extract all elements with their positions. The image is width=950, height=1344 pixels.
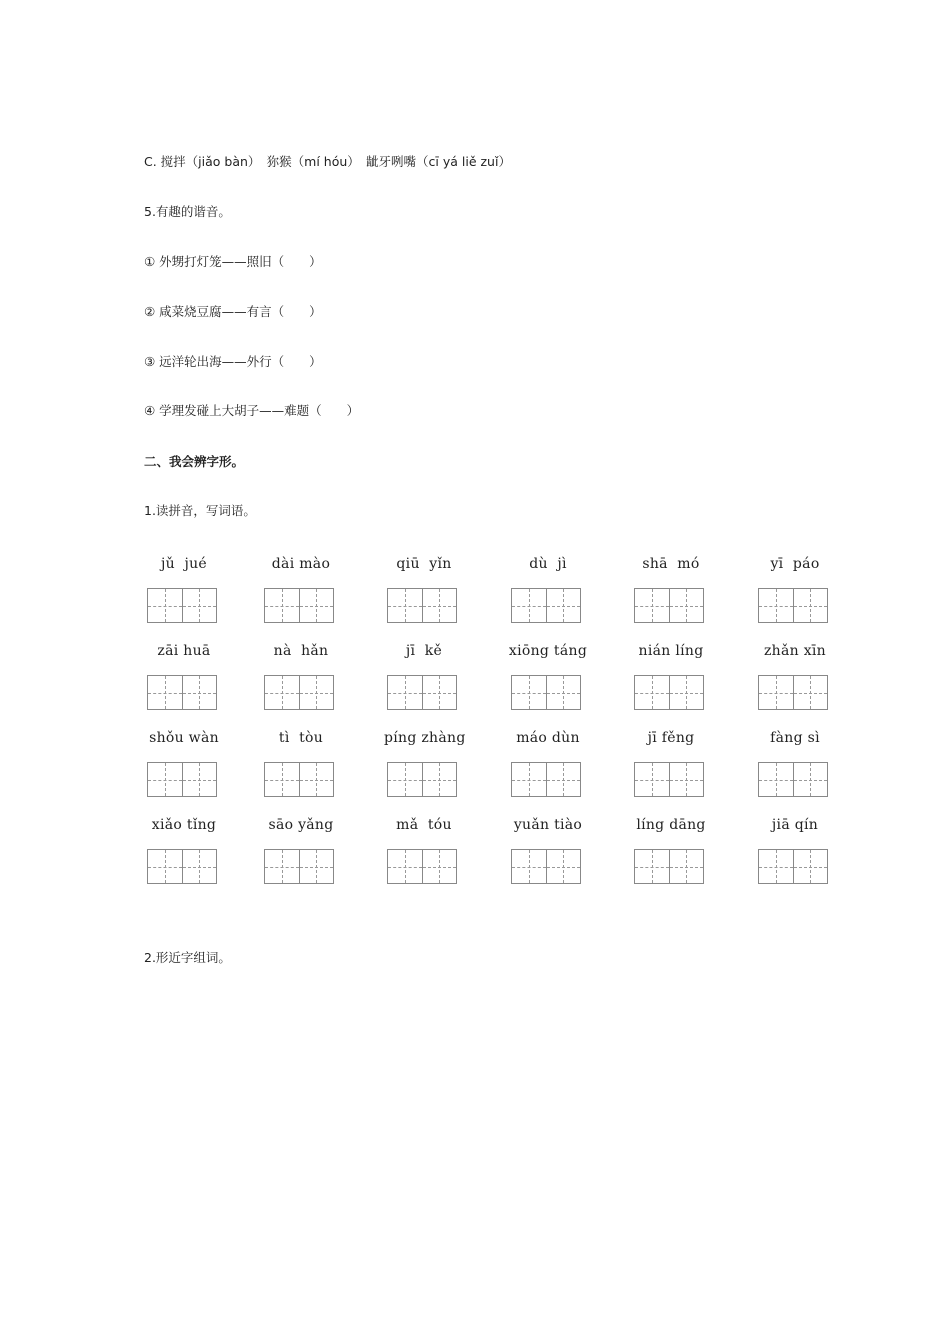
word-cell [144,817,244,897]
writing-boxes[interactable] [511,675,581,710]
character-box[interactable] [759,850,793,883]
riddle-item-1: ① 外甥打灯笼——照旧（ ） [144,254,322,269]
word-cell [384,556,484,636]
pinyin-label: zāi huā [157,643,211,659]
word-cell [261,643,361,723]
character-box[interactable] [182,676,217,709]
pinyin-label: máo dùn [516,730,580,746]
pinyin-label: jī kě [405,643,443,659]
pinyin-label: jiā qín [771,817,819,833]
word-cell [508,643,608,723]
character-box[interactable] [669,763,704,796]
writing-boxes[interactable] [758,762,828,797]
word-cell [384,730,484,810]
character-box[interactable] [669,850,704,883]
character-box[interactable] [669,589,704,622]
character-box[interactable] [182,589,217,622]
character-box[interactable] [793,850,828,883]
character-box[interactable] [182,763,217,796]
word-cell [631,817,731,897]
writing-boxes[interactable] [147,849,217,884]
character-box[interactable] [759,763,793,796]
pinyin-label: yī páo [770,556,820,572]
writing-boxes[interactable] [147,762,217,797]
word-cell [631,556,731,636]
writing-boxes[interactable] [758,588,828,623]
writing-boxes[interactable] [264,849,334,884]
word-cell [384,643,484,723]
character-box[interactable] [148,589,182,622]
character-box[interactable] [512,763,546,796]
pinyin-label: dài mào [271,556,331,572]
character-box[interactable] [299,850,334,883]
word-cell [508,730,608,810]
pinyin-label: tì tòu [278,730,324,746]
pinyin-label: mǎ tóu [396,817,452,833]
writing-boxes[interactable] [758,675,828,710]
word-cell [631,643,731,723]
character-box[interactable] [422,676,457,709]
character-box[interactable] [635,763,669,796]
word-cell [384,817,484,897]
word-cell [261,556,361,636]
character-box[interactable] [299,763,334,796]
word-cell [755,643,855,723]
writing-boxes[interactable] [264,675,334,710]
pinyin-label: jī fěng [647,730,695,746]
pinyin-label: yuǎn tiào [513,817,583,833]
word-cell [755,817,855,897]
character-box[interactable] [635,850,669,883]
character-box[interactable] [759,589,793,622]
writing-boxes[interactable] [387,849,457,884]
writing-boxes[interactable] [387,675,457,710]
option-c-line: C. 搅拌（jiǎo bàn） 狝猴（mí hóu） 龇牙咧嘴（cī yá liě zuǐ） [144,154,511,169]
writing-boxes[interactable] [511,588,581,623]
character-box[interactable] [546,676,581,709]
pinyin-label: zhǎn xīn [764,643,826,659]
pinyin-label: píng zhàng [384,730,466,746]
question-2-title: 2.形近字组词。 [144,950,231,965]
character-box[interactable] [388,676,422,709]
character-box[interactable] [422,763,457,796]
word-cell [144,556,244,636]
character-box[interactable] [512,676,546,709]
character-box[interactable] [265,763,299,796]
character-box[interactable] [148,763,182,796]
riddle-item-4: ④ 学理发碰上大胡子——难题（ ） [144,403,360,418]
writing-boxes[interactable] [511,762,581,797]
character-box[interactable] [422,850,457,883]
word-cell [144,643,244,723]
pinyin-writing-grid [144,556,844,896]
writing-boxes[interactable] [634,762,704,797]
pinyin-label: nián líng [638,643,704,659]
riddle-item-3: ③ 远洋轮出海——外行（ ） [144,354,322,369]
character-box[interactable] [388,763,422,796]
writing-boxes[interactable] [634,849,704,884]
character-box[interactable] [546,850,581,883]
pinyin-label: jǔ jué [160,556,207,572]
character-box[interactable] [512,589,546,622]
pinyin-label: sāo yǎng [268,817,334,833]
character-box[interactable] [635,676,669,709]
pinyin-label: qiū yǐn [396,556,452,572]
character-box[interactable] [148,850,182,883]
writing-boxes[interactable] [147,675,217,710]
section-2-heading: 二、我会辨字形。 [144,454,245,469]
word-cell [144,730,244,810]
word-cell [508,817,608,897]
character-box[interactable] [299,676,334,709]
pinyin-label: nà hǎn [273,643,329,659]
pinyin-label: xiōng táng [508,643,588,659]
character-box[interactable] [546,763,581,796]
character-box[interactable] [265,589,299,622]
character-box[interactable] [793,763,828,796]
character-box[interactable] [635,589,669,622]
riddle-item-2: ② 咸菜烧豆腐——有言（ ） [144,304,322,319]
character-box[interactable] [422,589,457,622]
writing-boxes[interactable] [634,588,704,623]
word-cell [508,556,608,636]
character-box[interactable] [793,589,828,622]
word-cell [755,556,855,636]
word-cell [631,730,731,810]
writing-boxes[interactable] [387,588,457,623]
character-box[interactable] [265,850,299,883]
writing-boxes[interactable] [264,762,334,797]
character-box[interactable] [299,589,334,622]
writing-boxes[interactable] [758,849,828,884]
character-box[interactable] [546,589,581,622]
word-cell [261,730,361,810]
pinyin-label: dù jì [529,556,567,572]
pinyin-label: xiǎo tǐng [151,817,217,833]
question-1-title: 1.读拼音，写词语。 [144,503,256,518]
character-box[interactable] [388,850,422,883]
pinyin-label: shǒu wàn [149,730,219,746]
word-cell [261,817,361,897]
character-box[interactable] [182,850,217,883]
character-box[interactable] [388,589,422,622]
question-5-title: 5.有趣的谐音。 [144,204,231,219]
character-box[interactable] [793,676,828,709]
character-box[interactable] [148,676,182,709]
writing-boxes[interactable] [387,762,457,797]
writing-boxes[interactable] [511,849,581,884]
pinyin-label: shā mó [642,556,700,572]
writing-boxes[interactable] [634,675,704,710]
character-box[interactable] [759,676,793,709]
character-box[interactable] [669,676,704,709]
pinyin-label: fàng sì [770,730,820,746]
character-box[interactable] [265,676,299,709]
character-box[interactable] [512,850,546,883]
writing-boxes[interactable] [264,588,334,623]
word-cell [755,730,855,810]
writing-boxes[interactable] [147,588,217,623]
pinyin-label: líng dāng [636,817,706,833]
